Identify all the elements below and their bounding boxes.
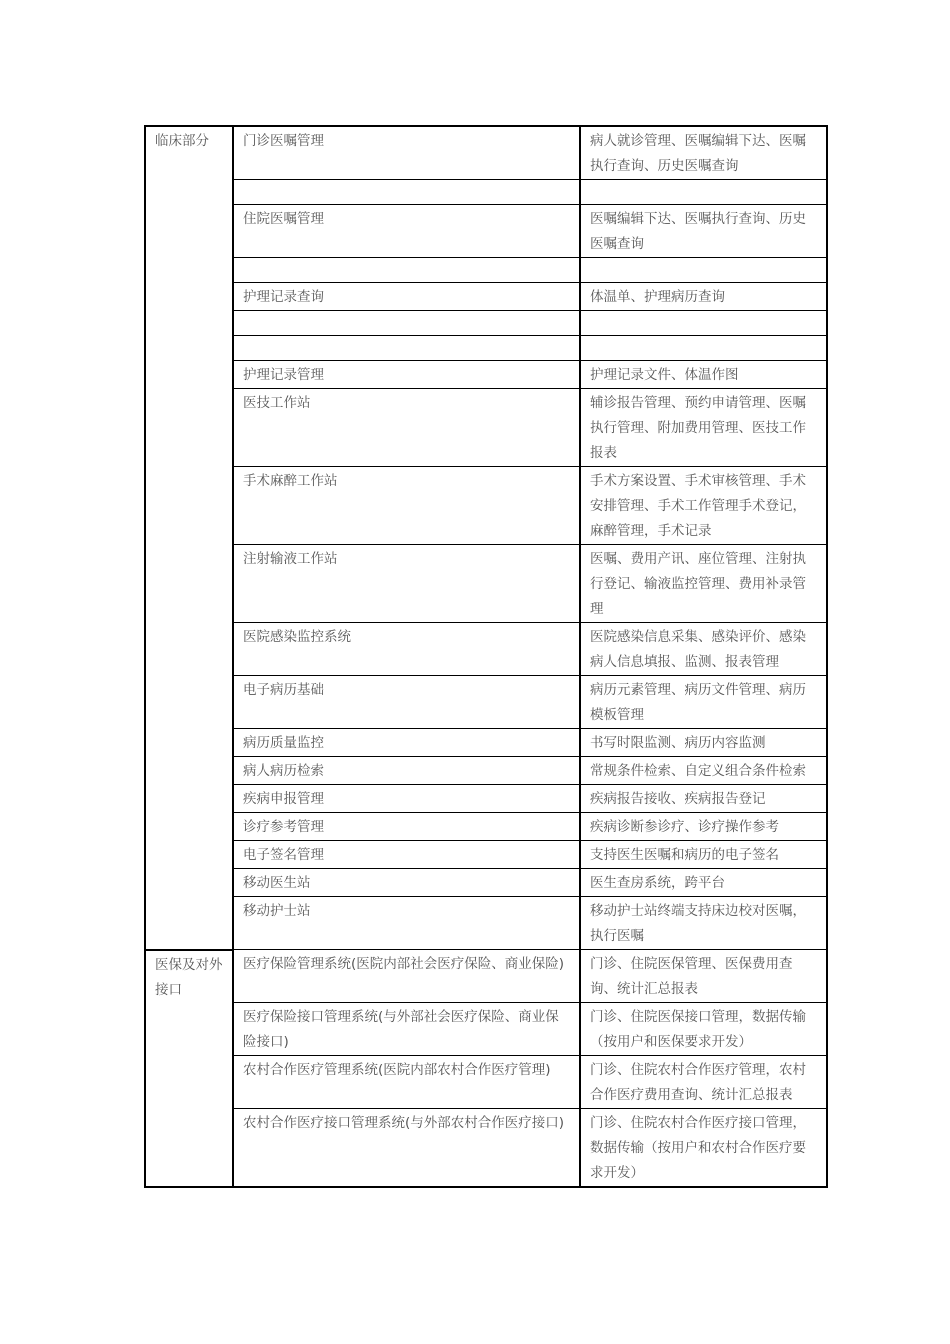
table-row (145, 676, 827, 729)
module-name-cell (233, 336, 580, 361)
table-row (145, 283, 827, 311)
module-name-cell: 电子病历基础 (233, 676, 580, 729)
module-description-cell: 医嘱编辑下达、医嘱执行查询、历史医嘱查询 (580, 205, 827, 258)
module-name-cell: 农村合作医疗管理系统(医院内部农村合作医疗管理) (233, 1056, 580, 1109)
module-name-cell: 门诊医嘱管理 (233, 126, 580, 180)
table-row (145, 950, 827, 1003)
module-name-cell (233, 258, 580, 283)
module-description-cell: 门诊、住院农村合作医疗接口管理，数据传输（按用户和农村合作医疗要求开发） (580, 1109, 827, 1188)
module-name-cell: 医疗保险接口管理系统(与外部社会医疗保险、商业保险接口) (233, 1003, 580, 1056)
module-name-cell: 病人病历检索 (233, 757, 580, 785)
table-row (145, 389, 827, 467)
module-name-cell: 手术麻醉工作站 (233, 467, 580, 545)
module-description-cell: 支持医生医嘱和病历的电子签名 (580, 841, 827, 869)
table-row (145, 1003, 827, 1056)
table-row (145, 1109, 827, 1188)
module-name-cell: 注射输液工作站 (233, 545, 580, 623)
module-name-cell: 移动医生站 (233, 869, 580, 897)
table-row (145, 126, 827, 180)
module-description-cell: 体温单、护理病历查询 (580, 283, 827, 311)
module-description-cell: 辅诊报告管理、预约申请管理、医嘱执行管理、附加费用管理、医技工作报表 (580, 389, 827, 467)
module-description-cell: 门诊、住院医保管理、医保费用查询、统计汇总报表 (580, 950, 827, 1003)
module-description-cell: 门诊、住院农村合作医疗管理，农村合作医疗费用查询、统计汇总报表 (580, 1056, 827, 1109)
module-name-cell: 护理记录查询 (233, 283, 580, 311)
table-row (145, 1056, 827, 1109)
module-name-cell (233, 180, 580, 205)
table-row (145, 258, 827, 283)
module-description-cell: 病历元素管理、病历文件管理、病历模板管理 (580, 676, 827, 729)
table-row (145, 361, 827, 389)
module-description-cell: 手术方案设置、手术审核管理、手术安排管理、手术工作管理手术登记，麻醉管理，手术记录 (580, 467, 827, 545)
module-name-cell: 护理记录管理 (233, 361, 580, 389)
module-name-cell: 农村合作医疗接口管理系统(与外部农村合作医疗接口) (233, 1109, 580, 1188)
module-name-cell: 住院医嘱管理 (233, 205, 580, 258)
table-row (145, 785, 827, 813)
table-row (145, 311, 827, 336)
table-row (145, 467, 827, 545)
module-description-cell (580, 180, 827, 205)
table-row (145, 545, 827, 623)
module-name-cell: 病历质量监控 (233, 729, 580, 757)
module-description-cell: 医院感染信息采集、感染评价、感染病人信息填报、监测、报表管理 (580, 623, 827, 676)
table-row (145, 205, 827, 258)
table-row (145, 729, 827, 757)
table-row (145, 336, 827, 361)
module-name-cell (233, 311, 580, 336)
module-description-cell: 医嘱、费用产讯、座位管理、注射执行登记、输液监控管理、费用补录管理 (580, 545, 827, 623)
module-table (144, 125, 828, 1188)
module-description-cell: 门诊、住院医保接口管理，数据传输（按用户和医保要求开发） (580, 1003, 827, 1056)
module-name-cell: 诊疗参考管理 (233, 813, 580, 841)
table-row (145, 757, 827, 785)
table-row (145, 623, 827, 676)
module-name-cell: 移动护士站 (233, 897, 580, 950)
table-row (145, 897, 827, 950)
module-description-cell: 常规条件检索、自定义组合条件检索 (580, 757, 827, 785)
module-table-body (145, 126, 827, 1187)
module-description-cell: 书写时限监测、病历内容监测 (580, 729, 827, 757)
module-description-cell: 病人就诊管理、医嘱编辑下达、医嘱执行查询、历史医嘱查询 (580, 126, 827, 180)
module-name-cell: 疾病申报管理 (233, 785, 580, 813)
category-cell: 临床部分 (145, 126, 233, 950)
table-row (145, 813, 827, 841)
module-description-cell (580, 311, 827, 336)
module-description-cell: 护理记录文件、体温作图 (580, 361, 827, 389)
table-row (145, 841, 827, 869)
module-description-cell (580, 336, 827, 361)
module-description-cell: 医生查房系统，跨平台 (580, 869, 827, 897)
module-description-cell: 移动护士站终端支持床边校对医嘱，执行医嘱 (580, 897, 827, 950)
module-description-cell: 疾病报告接收、疾病报告登记 (580, 785, 827, 813)
table-row (145, 869, 827, 897)
module-description-cell: 疾病诊断参诊疗、诊疗操作参考 (580, 813, 827, 841)
module-name-cell: 医院感染监控系统 (233, 623, 580, 676)
category-cell: 医保及对外接口 (145, 950, 233, 1188)
module-name-cell: 医疗保险管理系统(医院内部社会医疗保险、商业保险) (233, 950, 580, 1003)
module-description-cell (580, 258, 827, 283)
module-name-cell: 电子签名管理 (233, 841, 580, 869)
table-row (145, 180, 827, 205)
module-name-cell: 医技工作站 (233, 389, 580, 467)
